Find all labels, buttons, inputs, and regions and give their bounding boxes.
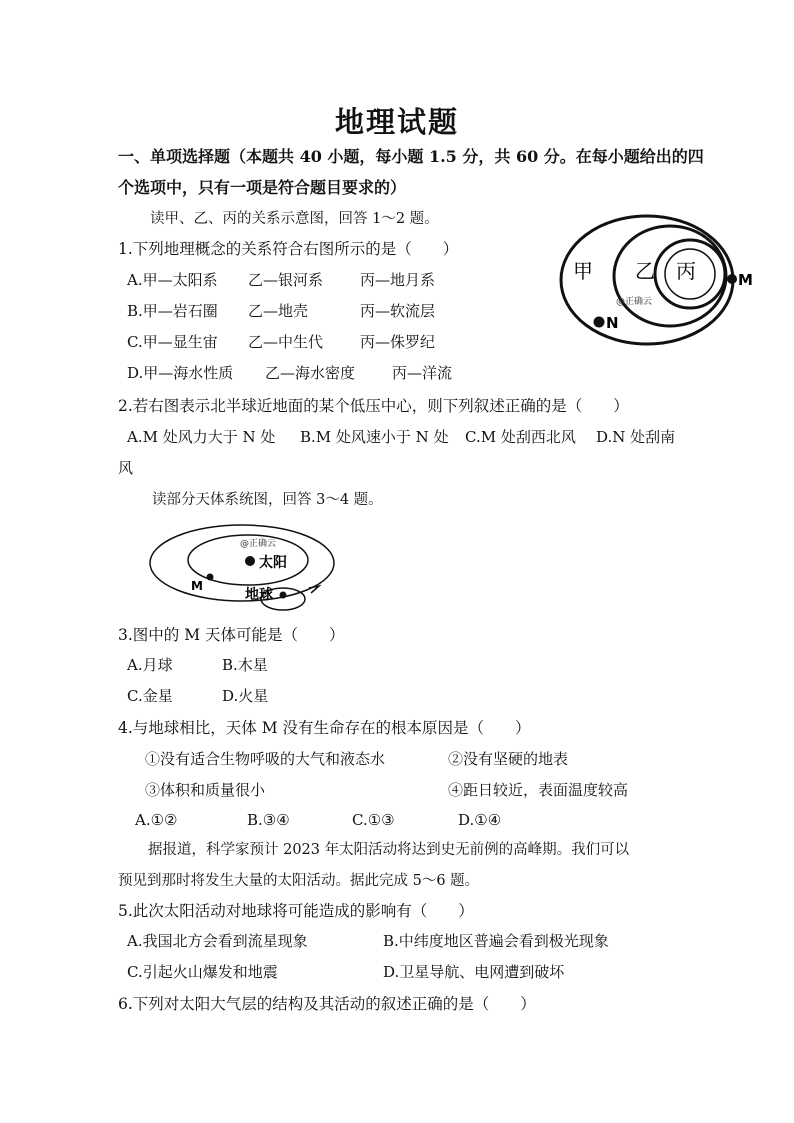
label-m: M [191,579,203,593]
intro-q5-6-line1: 据报道，科学家预计 2023 年太阳活动将达到史无前例的高峰期。我们可以 [148,842,630,858]
q3-option-c: C.金星 [127,687,173,705]
q1-option-a-jia: A.甲—太阳系 [127,271,218,289]
q4-stem: 4.与地球相比，天体 M 没有生命存在的根本原因是（ ） [118,719,531,737]
q2-option-a: A.M 处风力大于 N 处 [127,428,276,446]
point-m [727,274,737,284]
q1-option-a-bing: 丙—地月系 [360,271,436,289]
label-earth: 地球 [245,587,273,603]
q5-option-c: C.引起火山爆发和地震 [127,963,278,981]
intro-q5-6-line2: 预见到那时将发生大量的太阳活动。据此完成 5～6 题。 [118,873,480,889]
section-heading-line2: 个选项中，只有一项是符合题目要求的） [118,178,407,197]
page-title: 地理试题 [334,105,459,139]
middle-circle-yi [614,226,726,326]
q1-option-b-yi: 乙—地壳 [248,302,309,320]
q4-item-1: ①没有适合生物呼吸的大气和液态水 [145,750,386,768]
sun-dot [245,556,255,566]
q5-option-d: D.卫星导航、电网遭到破坏 [383,963,565,981]
watermark: @正确云 [240,539,277,549]
q4-choice-d: D.①④ [458,811,502,829]
m-dot [207,574,214,581]
q1-option-d-bing: 丙—洋流 [392,364,453,382]
q3-option-a: A.月球 [127,656,173,674]
earth-dot [280,592,287,599]
label-yi: 乙 [635,259,655,283]
q1-option-b-jia: B.甲—岩石圈 [127,302,218,320]
q3-option-d: D.火星 [222,687,269,705]
label-bing: 丙 [676,259,696,283]
q4-item-3: ③体积和质量很小 [145,781,266,799]
intro-q3-4: 读部分天体系统图，回答 3～4 题。 [152,492,383,508]
q5-stem: 5.此次太阳活动对地球将可能造成的影响有（ ） [118,902,474,920]
q1-option-a-yi: 乙—银河系 [248,271,324,289]
section-heading-line1: 一、单项选择题（本题共 40 小题，每小题 1.5 分，共 60 分。在每小题给出的四 [118,147,704,166]
q6-stem: 6.下列对太阳大气层的结构及其活动的叙述正确的是（ ） [118,995,536,1013]
q5-option-b: B.中纬度地区普遍会看到极光现象 [383,932,609,950]
point-n [594,317,605,328]
watermark: @正确云 [616,297,653,307]
q1-option-c-jia: C.甲—显生宙 [127,333,218,351]
nested-circles-diagram [555,210,755,360]
q4-choice-b: B.③④ [247,811,290,829]
q2-option-c: C.M 处刮西北风 [465,428,576,446]
q2-option-d-wrap: 风 [118,459,134,477]
q3-stem: 3.图中的 M 天体可能是（ ） [118,626,345,644]
q1-option-d-jia: D.甲—海水性质 [127,364,234,382]
q4-choice-c: C.①③ [352,811,395,829]
orbit-arrow-icon [309,586,319,593]
intro-q1-2: 读甲、乙、丙的关系示意图，回答 1～2 题。 [150,211,439,227]
q2-stem: 2.若右图表示北半球近地面的某个低压中心，则下列叙述正确的是（ ） [118,397,629,415]
q4-choice-a: A.①② [135,811,178,829]
label-m: M [738,271,753,289]
q2-option-d: D.N 处刮南 [596,428,676,446]
label-sun: 太阳 [259,555,287,571]
q4-item-4: ④距日较近，表面温度较高 [448,781,629,799]
q1-option-c-bing: 丙—侏罗纪 [360,333,436,351]
q3-option-b: B.木星 [222,656,268,674]
earth-orbit [150,525,334,601]
label-jia: 甲 [573,259,593,283]
q1-option-c-yi: 乙—中生代 [248,333,324,351]
q2-option-b: B.M 处风速小于 N 处 [300,428,449,446]
q1-option-b-bing: 丙—软流层 [360,302,436,320]
solar-system-diagram [145,515,345,620]
label-n: N [606,314,619,332]
q1-option-d-yi: 乙—海水密度 [265,364,356,382]
q1-stem: 1.下列地理概念的关系符合右图所示的是（ ） [118,240,459,258]
q5-option-a: A.我国北方会看到流星现象 [127,932,308,950]
q4-item-2: ②没有坚硬的地表 [448,750,569,768]
